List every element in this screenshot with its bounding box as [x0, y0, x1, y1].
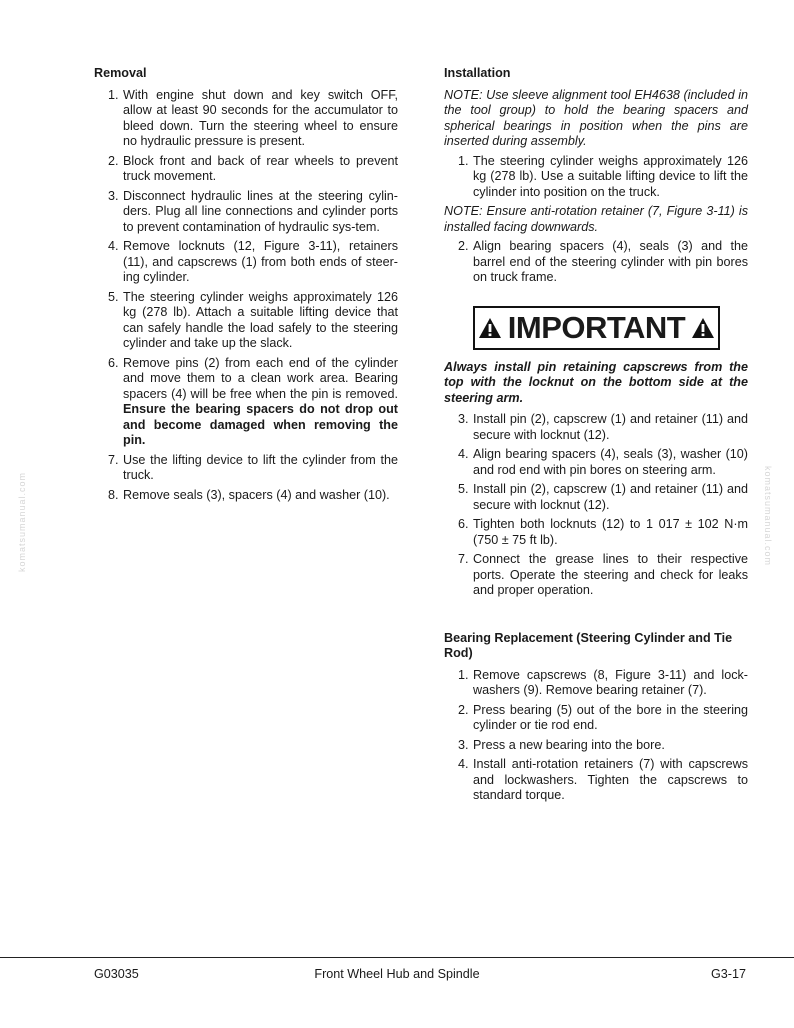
list-item: 4. Align bearing spacers (4), seals (3), washer (10) and rod end with pin bores on steering arm. [458, 447, 748, 477]
important-banner [473, 306, 720, 350]
important-text: Always install pin retaining capscrews from the top with the locknut on the bottom side at the steering arm. [444, 359, 748, 405]
list-item: 7. Use the lifting device to lift the cylinder from the truck. [108, 452, 398, 482]
footer-page-number: G3-17 [710, 967, 746, 981]
list-item: 4. Install anti-rotation retainers (7) with capscrews and lockwashers. Tighten the capscrews to standard torque. [458, 757, 748, 802]
list-item: 2. Align bearing spacers (4), seals (3) and the barrel end of the steering cylinder with pin bores on truck frame. [458, 239, 748, 284]
installation-steps-b [444, 239, 748, 286]
warning-triangle-icon [691, 317, 715, 339]
watermark-left: komatsumanual.com [17, 471, 27, 573]
list-item: 6. Tighten both locknuts (12) to 1 017 ± 102 N·m (750 ± 75 ft lb). [458, 517, 748, 547]
footer-section-title: Front Wheel Hub and Spindle [314, 967, 480, 981]
warning-text: Ensure the bearing spacers do not drop out and become damaged when removing the pin. [123, 402, 398, 447]
list-item: 4. Remove locknuts (12, Figure 3-11), retainers (11), and capscrews (1) from both ends of steer-ing cylinder. [108, 239, 398, 284]
list-item: 3. Press a new bearing into the bore. [458, 737, 665, 752]
list-item: 1. With engine shut down and key switch OFF, allow at least 90 seconds for the accumulator to bleed down. Turn the steering wheel to ensure no hydraulic pressure is present. [108, 87, 398, 148]
bearing-steps [444, 668, 748, 804]
list-item: 8. Remove seals (3), spacers (4) and washer (10). [108, 487, 390, 502]
list-item: 3. Disconnect hydraulic lines at the steering cylin-ders. Plug all line connections and cylinder ports to prevent contamination of hydraulic sys-tem. [108, 188, 398, 234]
list-item: 2. Block front and back of rear wheels to prevent truck movement. [108, 153, 398, 183]
removal-heading: Removal [94, 66, 147, 80]
removal-section [94, 66, 398, 507]
footer-divider [0, 957, 794, 958]
note-anti-rotation: NOTE: Ensure anti-rotation retainer (7, Figure 3-11) is installed facing downwards. [444, 204, 748, 234]
footer-doc-code: G03035 [94, 967, 139, 981]
installation-heading: Installation [444, 66, 511, 80]
installation-steps-c [444, 412, 748, 599]
installation-steps-a [444, 154, 748, 201]
list-item: 3. Install pin (2), capscrew (1) and retainer (11) and secure with locknut (12). [458, 412, 748, 442]
list-item: 2. Press bearing (5) out of the bore in the steering cylinder or tie rod end. [458, 702, 748, 732]
list-item: 1. The steering cylinder weighs approximately 126 kg (278 lb). Use a suitable lifting device to lift the cylinder into position on the truck. [458, 153, 748, 199]
list-item: 6. Remove pins (2) from each end of the cylinder and move them to a clean work area. Bearing spacers (4) will be free when the pin is removed. Ensure the bearing spacers do not drop out and become damaged when removing the pin. [108, 355, 398, 447]
watermark-right: komatsumanual.com [763, 465, 773, 567]
warning-triangle-icon [478, 317, 502, 339]
note-sleeve-tool: NOTE: Use sleeve alignment tool EH4638 (included in the tool group) to hold the bearing spacers and spherical bearings in position when the pins are inserted during assembly. [444, 87, 748, 148]
installation-section [444, 66, 748, 808]
bearing-heading: Bearing Replacement (Steering Cylinder and Tie Rod) [444, 630, 733, 660]
important-label: IMPORTANT [507, 309, 686, 345]
list-item: 1. Remove capscrews (8, Figure 3-11) and lock-washers (9). Remove bearing retainer (7). [458, 667, 748, 697]
removal-steps [94, 88, 398, 504]
list-item: 7. Connect the grease lines to their respective ports. Operate the steering and check for leaks and proper operation. [458, 552, 748, 597]
list-item: 5. Install pin (2), capscrew (1) and retainer (11) and secure with locknut (12). [458, 482, 748, 512]
list-item: 5. The steering cylinder weighs approximately 126 kg (278 lb). Attach a suitable lifting device that can safely handle the load safely to the steering cylinder and take up the slack. [108, 289, 398, 350]
